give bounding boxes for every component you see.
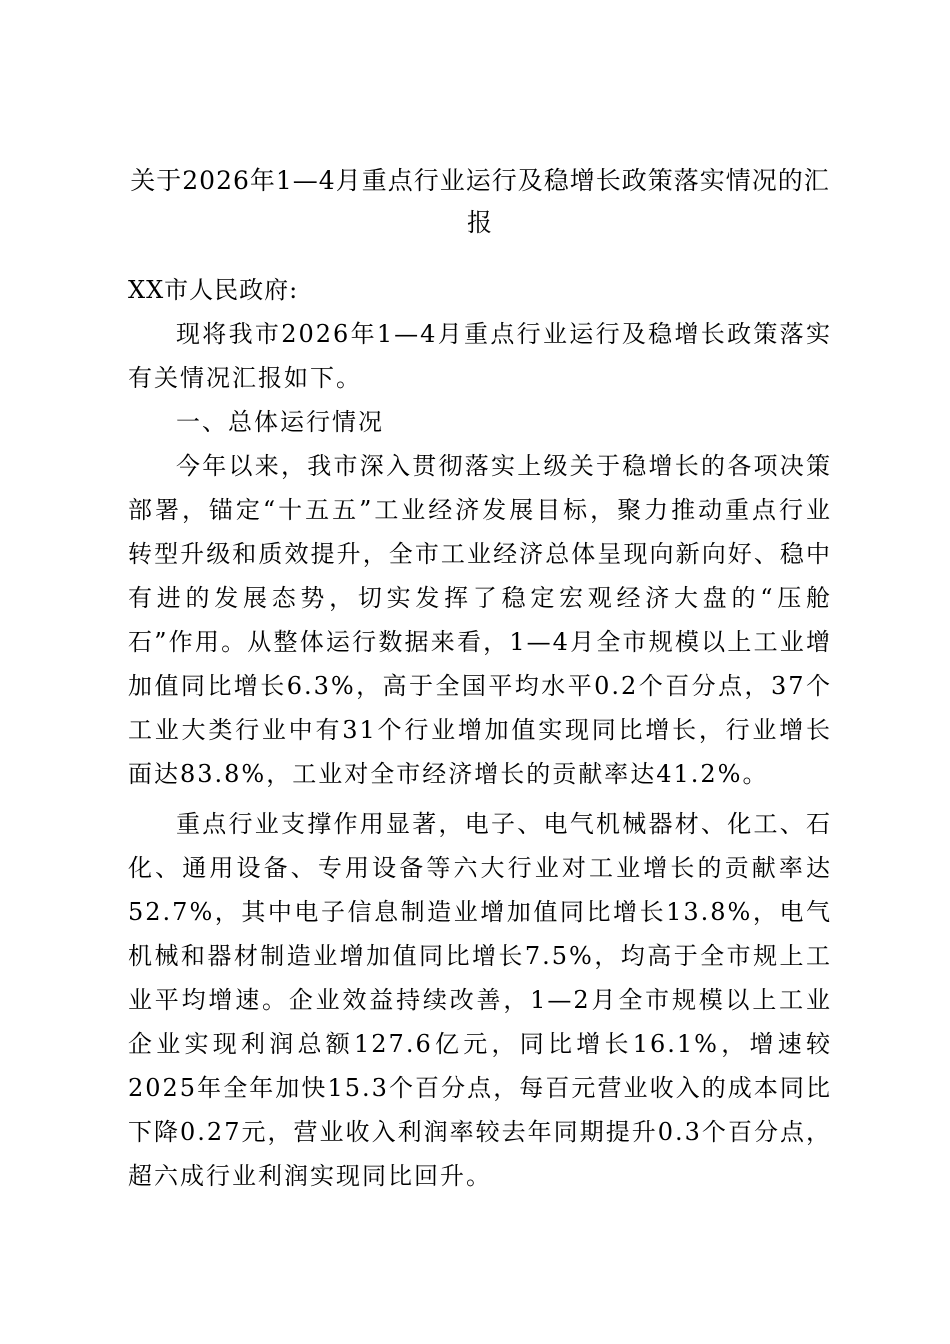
document-title: 关于2026年1—4月重点行业运行及稳增长政策落实情况的汇报 (130, 166, 830, 237)
intro-paragraph: 现将我市2026年1—4月重点行业运行及稳增长政策落实有关情况汇报如下。 (128, 320, 832, 392)
section-heading: 一、总体运行情况 (176, 408, 384, 436)
body-paragraph: 今年以来，我市深入贯彻落实上级关于稳增长的各项决策部署，锚定“十五五”工业经济发展目标，聚力推动重点行业转型升级和质效提升，全市工业经济总体呈现向新向好、稳中有进的发展态势，切实发挥了稳定宏观经济大盘的“压舱石”作用。从整体运行数据来看，1—4月全市规模以上工业增加值同比增长6.3%，高于全国平均水平0.2个百分点，37个工业大类行业中有31个行业增加值实现同比增长，行业增长面达83.8%，工业对全市经济增长的贡献率达41.2%。 (128, 452, 832, 788)
document-page (128, 160, 832, 1198)
salutation: XX市人民政府: (128, 276, 299, 304)
body-paragraph: 重点行业支撑作用显著，电子、电气机械器材、化工、石化、通用设备、专用设备等六大行业对工业增长的贡献率达52.7%，其中电子信息制造业增加值同比增长13.8%，电气机械和器材制造业增加值同比增长7.5%，均高于全市规上工业平均增速。企业效益持续改善，1—2月全市规模以上工业企业实现利润总额127.6亿元，同比增长16.1%，增速较2025年全年加快15.3个百分点，每百元营业收入的成本同比下降0.27元，营业收入利润率较去年同期提升0.3个百分点，超六成行业利润实现同比回升。 (128, 810, 832, 1190)
